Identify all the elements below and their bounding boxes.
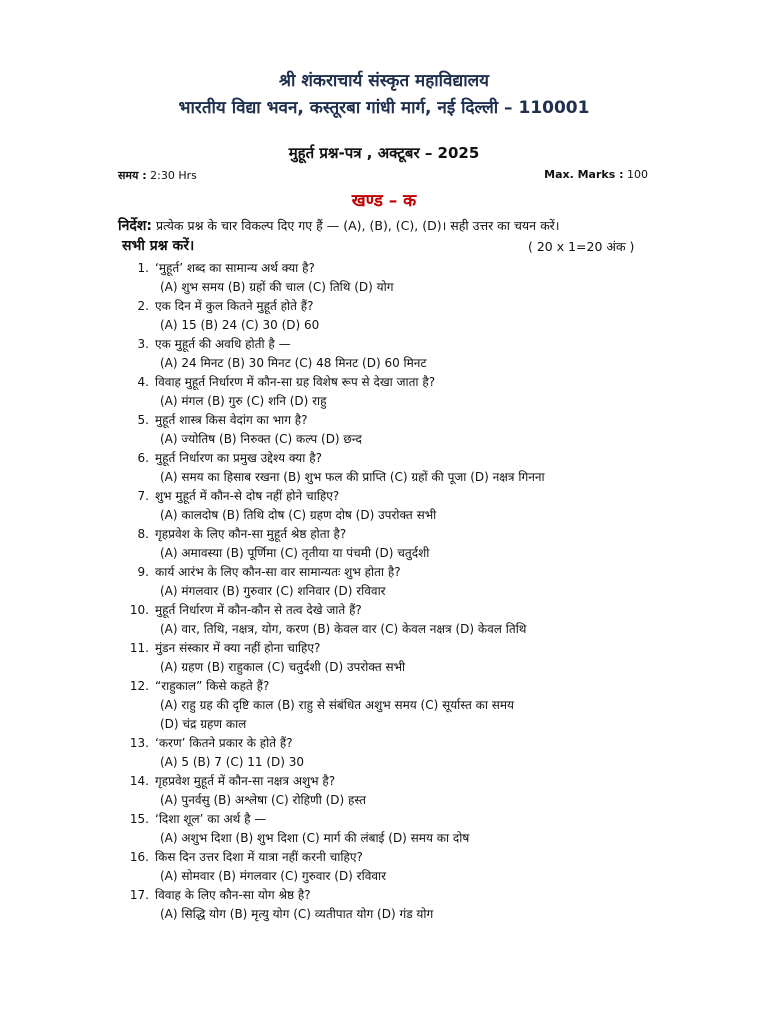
question-text: एक दिन में कुल कितने मुहूर्त होते हैं? (155, 299, 314, 313)
question-item (0, 411, 768, 430)
question-item (0, 563, 768, 582)
question-options: (A) शुभ समय (B) ग्रहों की चाल (C) तिथि (D) योग (160, 280, 394, 294)
question-text: मुहूर्त निर्धारण का प्रमुख उद्देश्य क्या है? (155, 451, 322, 465)
time-info (118, 168, 197, 183)
question-number: 7. (137, 489, 149, 503)
question-item (0, 297, 768, 316)
question-item (0, 639, 768, 658)
question-number: 9. (137, 565, 149, 579)
question-item (0, 335, 768, 354)
section-title: खण्ड – क (351, 191, 417, 211)
question-number: 1. (137, 261, 149, 275)
question-item (0, 848, 768, 867)
question-options: (A) राहु ग्रह की दृष्टि काल (B) राहु से संबंधित अशुभ समय (C) सूर्यास्त का समय (160, 698, 514, 712)
question-item (0, 373, 768, 392)
question-text: एक मुहूर्त की अवधि होती है — (155, 337, 291, 351)
question-options: (A) ज्योतिष (B) निरुक्त (C) कल्प (D) छन्द (160, 432, 362, 446)
question-text: गृहप्रवेश के लिए कौन-सा मुहूर्त श्रेष्ठ होता है? (155, 527, 347, 541)
question-number: 3. (137, 337, 149, 351)
question-number: 5. (137, 413, 149, 427)
question-options: (A) अशुभ दिशा (B) शुभ दिशा (C) मार्ग की लंबाई (D) समय का दोष (160, 831, 470, 845)
question-text: ‘करण’ कितने प्रकार के होते हैं? (155, 736, 293, 750)
question-text: शुभ मुहूर्त में कौन-से दोष नहीं होने चाहिए? (155, 489, 340, 503)
question-options: (A) समय का हिसाब रखना (B) शुभ फल की प्राप्ति (C) ग्रहों की पूजा (D) नक्षत्र गिनना (160, 470, 545, 484)
question-text: ‘दिशा शूल’ का अर्थ है — (155, 812, 267, 826)
question-options: (A) 24 मिनट (B) 30 मिनट (C) 48 मिनट (D) 60 मिनट (160, 356, 427, 370)
question-item (0, 734, 768, 753)
question-item (0, 601, 768, 620)
institution-address: भारतीय विद्या भवन, कस्तूरबा गांधी मार्ग, नई दिल्ली – 110001 (178, 98, 590, 118)
question-options: (A) 15 (B) 24 (C) 30 (D) 60 (160, 318, 320, 332)
question-item (0, 449, 768, 468)
question-item (0, 810, 768, 829)
question-list (0, 259, 768, 924)
question-number: 2. (137, 299, 149, 313)
question-text: विवाह मुहूर्त निर्धारण में कौन-सा ग्रह विशेष रूप से देखा जाता है? (155, 375, 436, 389)
question-number: 11. (129, 641, 149, 655)
question-item (0, 487, 768, 506)
question-item (0, 886, 768, 905)
question-number: 17. (129, 888, 149, 902)
question-item (0, 677, 768, 696)
question-text: कार्य आरंभ के लिए कौन-सा वार सामान्यतः शुभ होता है? (155, 565, 401, 579)
question-options: (A) सोमवार (B) मंगलवार (C) गुरुवार (D) रविवार (160, 869, 387, 883)
marks-info (544, 168, 648, 181)
question-text: “राहुकाल” किसे कहते हैं? (155, 679, 270, 693)
question-options: (A) अमावस्या (B) पूर्णिमा (C) तृतीया या पंचमी (D) चतुर्दशी (160, 546, 430, 560)
question-number: 12. (129, 679, 149, 693)
question-options: (A) पुनर्वसु (B) अश्लेषा (C) रोहिणी (D) हस्त (160, 793, 366, 807)
question-options: (A) वार, तिथि, नक्षत्र, योग, करण (B) केवल वार (C) केवल नक्षत्र (D) केवल तिथि (160, 622, 527, 636)
question-item (0, 772, 768, 791)
time-label: समय : (118, 169, 147, 182)
question-number: 14. (129, 774, 149, 788)
question-number: 13. (129, 736, 149, 750)
attempt-all-note: सभी प्रश्न करें। (122, 238, 195, 254)
marks-value: 100 (627, 168, 648, 181)
question-number: 4. (137, 375, 149, 389)
question-options: (A) मंगलवार (B) गुरुवार (C) शनिवार (D) रविवार (160, 584, 386, 598)
institution-name: श्री शंकराचार्य संस्कृत महाविद्यालय (278, 71, 490, 91)
question-number: 6. (137, 451, 149, 465)
question-options: (A) 5 (B) 7 (C) 11 (D) 30 (160, 755, 305, 769)
question-text: मुंडन संस्कार में क्या नहीं होना चाहिए? (155, 641, 321, 655)
question-number: 8. (137, 527, 149, 541)
paper-title: मुहूर्त प्रश्न-पत्र , अक्टूबर – 2025 (288, 144, 480, 162)
question-options: (A) ग्रहण (B) राहुकाल (C) चतुर्दशी (D) उपरोक्त सभी (160, 660, 406, 674)
question-number: 10. (129, 603, 149, 617)
question-options: (A) कालदोष (B) तिथि दोष (C) ग्रहण दोष (D) उपरोक्त सभी (160, 508, 437, 522)
question-text: मुहूर्त शास्त्र किस वेदांग का भाग है? (155, 413, 308, 427)
instruction-label: निर्देश: (118, 218, 152, 234)
instruction-text: प्रत्येक प्रश्न के चार विकल्प दिए गए हैं — (A), (B), (C), (D)। सही उत्तर का चयन करें। (155, 218, 560, 233)
question-options: (D) चंद्र ग्रहण काल (160, 717, 247, 731)
question-text: गृहप्रवेश मुहूर्त में कौन-सा नक्षत्र अशुभ है? (155, 774, 336, 788)
question-options: (A) मंगल (B) गुरु (C) शनि (D) राहु (160, 394, 327, 408)
marks-scheme: ( 20 x 1=20 अंक ) (528, 239, 635, 254)
question-text: ‘मुहूर्त’ शब्द का सामान्य अर्थ क्या है? (155, 261, 315, 275)
instruction (118, 216, 658, 235)
question-number: 15. (129, 812, 149, 826)
question-options: (A) सिद्धि योग (B) मृत्यु योग (C) व्यतीपात योग (D) गंड योग (160, 907, 434, 921)
question-item (0, 259, 768, 278)
question-text: किस दिन उत्तर दिशा में यात्रा नहीं करनी चाहिए? (155, 850, 363, 864)
question-text: मुहूर्त निर्धारण में कौन-कौन से तत्व देखे जाते हैं? (155, 603, 362, 617)
marks-label: Max. Marks : (544, 168, 624, 181)
question-number: 16. (129, 850, 149, 864)
time-value: 2:30 Hrs (150, 169, 197, 182)
question-item (0, 525, 768, 544)
question-text: विवाह के लिए कौन-सा योग श्रेष्ठ है? (155, 888, 311, 902)
